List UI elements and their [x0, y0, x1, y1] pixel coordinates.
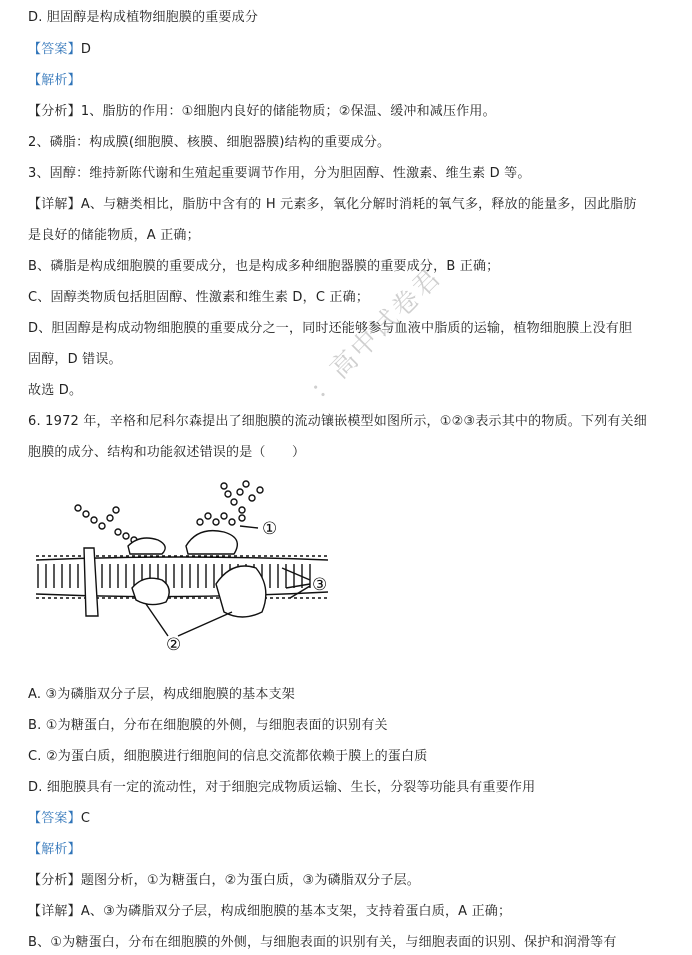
- detail-7: B、①为糖蛋白，分布在细胞膜的外侧，与细胞表面的识别有关，与细胞表面的识别、保护和润滑等有: [28, 935, 617, 950]
- label-1: ①: [262, 519, 278, 539]
- phospholipid-lower-heads: [36, 592, 328, 598]
- question-6: 6. 1972 年，辛格和尼科尔森提出了细胞膜的流动镶嵌模型如图所示，①②③表示其中的物质。下列有关细: [28, 414, 647, 429]
- detail-1b: 是良好的储能物质，A 正确；: [28, 228, 200, 243]
- detail-1: [28, 193, 637, 212]
- analysis-1: [28, 100, 496, 119]
- protein-transmembrane-right: [216, 566, 266, 617]
- sugar-chain-left: [75, 505, 137, 543]
- option-d: D. 细胞膜具有一定的流动性，对于细胞完成物质运输、生长，分裂等功能具有重要作用: [28, 780, 536, 795]
- answer-tag-2: 【答案】: [28, 811, 81, 826]
- analysis-tag: 【分析】: [28, 104, 81, 119]
- analysis-2: 2、磷脂：构成膜(细胞膜、核膜、细胞器膜)结构的重要成分。: [28, 135, 391, 150]
- option-c: C. ②为蛋白质，细胞膜进行细胞间的信息交流都依赖于膜上的蛋白质: [28, 749, 428, 764]
- answer-1: [28, 38, 91, 57]
- label-2: ②: [166, 635, 182, 655]
- detail-3: C、固醇类物质包括胆固醇、性激素和维生素 D，C 正确；: [28, 290, 370, 305]
- detail-text: A、与糖类相比，脂肪中含有的 H 元素多，氧化分解时消耗的氧气多，释放的能量多，因此脂肪: [80, 197, 637, 212]
- leader-label1: [240, 526, 258, 528]
- detail-4b: 固醇，D 错误。: [28, 352, 122, 367]
- leader-label2: [146, 604, 232, 636]
- phospholipid-upper-heads: [36, 556, 328, 560]
- answer-value-2: C: [80, 811, 91, 826]
- option-b: B. ①为糖蛋白，分布在细胞膜的外侧，与细胞表面的识别有关: [28, 718, 388, 733]
- option-a: A. ③为磷脂双分子层，构成细胞膜的基本支架: [28, 687, 295, 702]
- detail-tag: 【详解】: [28, 197, 81, 212]
- option-d-prev: D. 胆固醇是构成植物细胞膜的重要成分: [28, 10, 259, 25]
- analysis-4: [28, 869, 420, 888]
- explanation-tag-1: 【解析】: [28, 73, 81, 88]
- analysis-tag-2: 【分析】: [28, 873, 81, 888]
- analysis-3: 3、固醇：维持新陈代谢和生殖起重要调节作用，分为胆固醇、性激素、维生素 D 等。: [28, 166, 531, 181]
- glycoprotein-right: [186, 531, 237, 554]
- detail-tag-2: 【详解】: [28, 904, 81, 919]
- protein-peripheral-middle: [132, 578, 169, 604]
- sugar-chain-right: [197, 513, 235, 525]
- detail-6: [28, 900, 511, 919]
- question-6b: 胞膜的成分、结构和功能叙述错误的是（ ）: [28, 445, 306, 460]
- cell-membrane-diagram: [28, 476, 348, 656]
- analysis-text: 1、脂肪的作用：①细胞内良好的储能物质；②保温、缓冲和减压作用。: [80, 104, 496, 119]
- detail-text-2: A、③为磷脂双分子层，构成细胞膜的基本支架，支持着蛋白质，A 正确；: [80, 904, 512, 919]
- answer-value: D: [80, 42, 92, 57]
- explanation-tag-2: 【解析】: [28, 842, 81, 857]
- answer-2: [28, 807, 90, 826]
- glycoprotein-left: [128, 538, 165, 554]
- watermark: ：高中试卷君: [304, 261, 449, 406]
- detail-2: B、磷脂是构成细胞膜的重要成分，也是构成多种细胞器膜的重要成分，B 正确；: [28, 259, 500, 274]
- answer-tag: 【答案】: [28, 42, 81, 57]
- detail-4: D、胆固醇是构成动物细胞膜的重要成分之一，同时还能够参与血液中脂质的运输，植物细胞膜上没有胆: [28, 321, 633, 336]
- conclusion-1: 故选 D。: [28, 383, 83, 398]
- analysis-text-2: 题图分析，①为糖蛋白，②为蛋白质，③为磷脂双分子层。: [80, 873, 420, 888]
- phospholipid-tails: [38, 564, 310, 588]
- label-3: ③: [312, 575, 328, 595]
